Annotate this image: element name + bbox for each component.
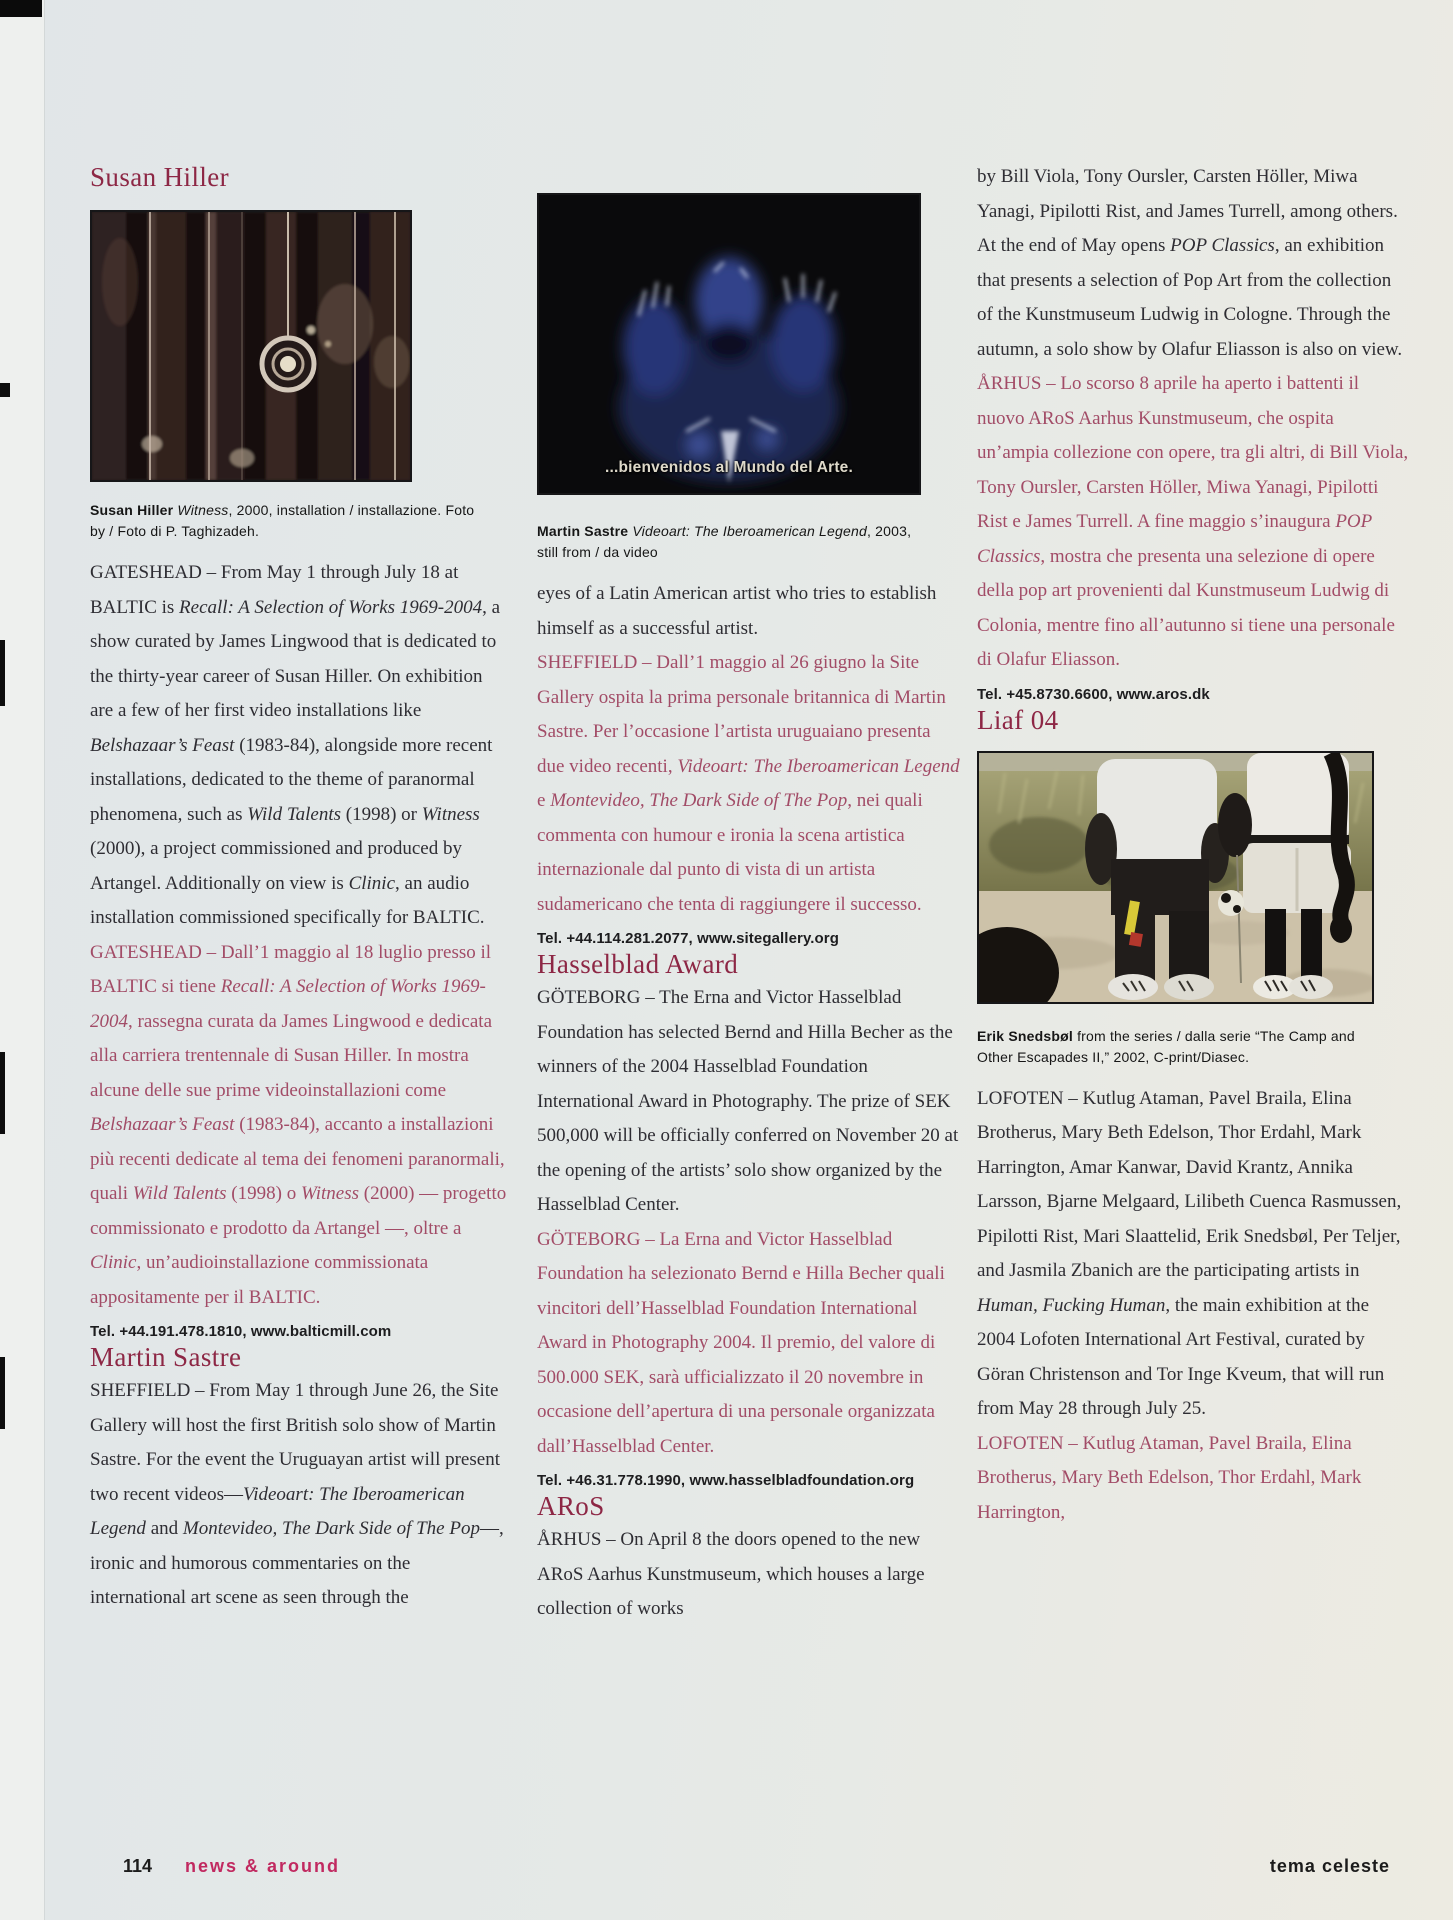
paragraph-arhus-continuation-english: by Bill Viola, Tony Oursler, Carsten Höller, Miwa Yanagi, Pipilotti Rist, and James Turrell, among others. At the end of May opens POP Classics, an exhibition that presents a selection of Pop Art from the collection of the Kunstmuseum Ludwig in Cologne. Through the autumn, a solo show by Olafur Eliasson is also on view. — [977, 166, 1403, 360]
section-heading-aros: ARoS — [537, 1491, 605, 1521]
video-subtitle-text: ...bienvenidos al Mundo del Arte. — [604, 459, 854, 476]
contact-hasselblad: Tel. +46.31.778.1990, www.hasselbladfoundation.org — [537, 1472, 915, 1489]
magazine-name: tema celeste — [1269, 1856, 1390, 1876]
contact-sitegallery: Tel. +44.114.281.2077, www.sitegallery.org — [537, 930, 840, 947]
scan-edge-mark — [0, 1357, 5, 1429]
paragraph-gateshead-english: GATESHEAD – From May 1 through July 18 at BALTIC is Recall: A Selection of Works 1969-2004, a show curated by James Lingwood that is dedicated to the thirty-year career of Susan Hiller. On exhibition are a few of her first video installations like Belshazaar’s Feast (1983-84), alongside more recent installations, dedicated to the theme of paranormal phenomena, such as Wild Talents (1998) or Witness (2000), a project commissioned and produced by Artangel. Additionally on view is Clinic, an audio installation commissioned specifically for BALTIC. — [90, 562, 501, 928]
column-center — [537, 160, 961, 1627]
paragraph-lofoten-english: LOFOTEN – Kutlug Ataman, Pavel Braila, Elina Brotherus, Mary Beth Edelson, Thor Erdahl, Mark Harrington, Amar Kanwar, David Krantz, Annika Larsson, Bjarne Melgaard, Lilibeth Cuenca Rasmussen, Pipilotti Rist, Mari Slaattelid, Erik Snedsbøl, Per Teljer, and Jasmila Zbanich are the participating artists in Human, Fucking Human, the main exhibition at the 2004 Lofoten International Art Festival, curated by Göran Christenson and Tor Inge Kveum, that will run from May 28 through July 25. — [977, 1087, 1402, 1419]
scan-corner-mark — [0, 0, 42, 17]
paragraph-sheffield-english: SHEFFIELD – From May 1 through June 26, the Site Gallery will host the first British solo show of Martin Sastre. For the event the Uruguayan artist will present two recent videos—Videoart: The Iberoamerican Legend and Montevideo, The Dark Side of The Pop—, ironic and humorous commentaries on the international art scene as seen through the — [90, 1380, 504, 1608]
paragraph-arhus-english: ÅRHUS – On April 8 the doors opened to the new ARoS Aarhus Kunstmuseum, which houses a large collection of works — [537, 1529, 925, 1619]
paragraph-sheffield-continuation-english: eyes of a Latin American artist who tries to establish himself as a successful artist. — [537, 583, 937, 639]
scan-edge-mark — [0, 1052, 5, 1134]
section-heading-susan-hiller: Susan Hiller — [90, 162, 230, 192]
section-heading-martin-sastre: Martin Sastre — [90, 1342, 242, 1372]
contact-baltic: Tel. +44.191.478.1810, www.balticmill.com — [90, 1323, 392, 1340]
page-footer — [0, 1856, 1453, 1896]
scan-edge-mark — [0, 383, 10, 397]
photo-erik-snedsbol — [977, 751, 1374, 1004]
paragraph-sheffield-italian: SHEFFIELD – Dall’1 maggio al 26 giugno la Site Gallery ospita la prima personale britannica di Martin Sastre. Per l’occasione l’artista uruguaiano presenta due video recenti, Videoart: The Iberoamerican Legend e Montevideo, The Dark Side of The Pop, nei quali commenta con humour e ironia la scena artistica internazionale dal punto di vista di un artista sudamericano che tenta di raggiungere il successo. — [537, 652, 960, 915]
paragraph-goteborg-english: GÖTEBORG – The Erna and Victor Hasselblad Foundation has selected Bernd and Hilla Becher as the winners of the 2004 Hasselblad Foundation International Award in Photography. The prize of SEK 500,000 will be officially conferred on November 20 at the opening of the artists’ solo show organized by the Hasselblad Center. — [537, 987, 959, 1215]
section-heading-hasselblad-award: Hasselblad Award — [537, 949, 739, 979]
witness-installation-image — [92, 212, 410, 480]
paragraph-gateshead-italian: GATESHEAD – Dall’1 maggio al 18 luglio presso il BALTIC si tiene Recall: A Selection of Works 1969-2004, rassegna curata da James Lingwood e dedicata alla carriera trentennale di Susan Hiller. In mostra alcune delle sue prime videoinstallazioni come Belshazaar’s Feast (1983-84), accanto a installazioni più recenti dedicate al tema dei fenomeni paranormali, quali Wild Talents (1998) o Witness (2000) — progetto commissionato e prodotto da Artangel —, oltre a Clinic, un’audioinstallazione commissionata appositamente per il BALTIC. — [90, 941, 507, 1308]
paragraph-arhus-italian: ÅRHUS – Lo scorso 8 aprile ha aperto i battenti il nuovo ARoS Aarhus Kunstmuseum, che ospita un’ampia collezione con opere, tra gli altri, di Bill Viola, Tony Oursler, Carsten Höller, Miwa Yanagi, Pipilotti Rist e James Turrell. A fine maggio s’inaugura POP Classics, mostra che presenta una selezione di opere della pop art provenienti dal Kunstmuseum Ludwig di Colonia, mentre fino all’autunno si tiene una personale di Olafur Eliasson. — [977, 373, 1409, 670]
column-right — [977, 160, 1409, 1530]
footer-section-label: news & around — [185, 1856, 341, 1876]
caption-erik-snedsbol: Erik Snedsbøl from the series / dalla serie “The Camp and Other Escapades II,” 2002, C-print/Diasec. — [977, 1027, 1355, 1065]
videoart-still-image — [539, 195, 919, 493]
page-edge-strip — [0, 0, 45, 1920]
contact-aros: Tel. +45.8730.6600, www.aros.dk — [977, 685, 1210, 703]
photo-sastre-video-still — [537, 193, 921, 495]
paragraph-lofoten-italian: LOFOTEN – Kutlug Ataman, Pavel Braila, Elina Brotherus, Mary Beth Edelson, Thor Erdahl, Mark Harrington, — [977, 1432, 1362, 1523]
paragraph-goteborg-italian: GÖTEBORG – La Erna and Victor Hasselblad Foundation ha selezionato Bernd e Hilla Becher quali vincitori dell’Hasselblad Foundation International Award in Photography 2004. Il premio, del valore di 500.000 SEK, sarà ufficializzato il 20 novembre in occasione dell’apertura di una personale organizzata dall’Hasselblad Center. — [537, 1228, 945, 1457]
section-heading-liaf-04: Liaf 04 — [977, 704, 1059, 735]
caption-martin-sastre: Martin Sastre Videoart: The Iberoamerican Legend, 2003, still from / da video — [537, 523, 912, 560]
page-number: 114 — [123, 1856, 153, 1876]
column-left — [90, 160, 508, 1616]
photo-susan-hiller-witness — [90, 210, 412, 482]
camp-escapades-image — [979, 753, 1372, 1002]
scan-edge-mark — [0, 640, 5, 706]
caption-susan-hiller: Susan Hiller Witness, 2000, installation / installazione. Foto by / Foto di P. Taghizadeh. — [90, 502, 475, 539]
